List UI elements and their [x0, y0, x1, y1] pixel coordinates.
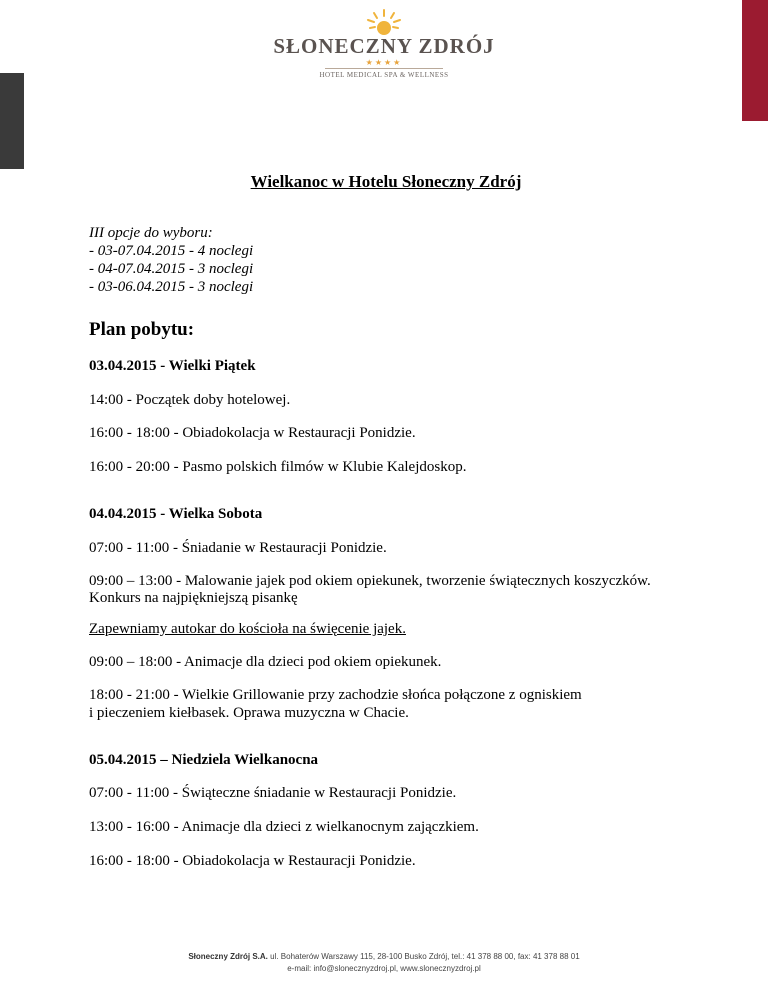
- footer-company: Słoneczny Zdrój S.A.: [188, 952, 268, 961]
- footer-address-line: [0, 951, 768, 963]
- brand-tagline: HOTEL MEDICAL SPA & WELLNESS: [319, 71, 449, 79]
- option-item: - 03-07.04.2015 - 4 noclegi: [89, 243, 254, 259]
- option-item: - 04-07.04.2015 - 3 noclegi: [89, 261, 254, 277]
- schedule-notice: Zapewniamy autokar do kościoła na święcenie jajek.: [89, 621, 406, 637]
- schedule-entry: Konkurs na najpiękniejszą pisankę: [89, 590, 298, 606]
- hotel-logo: [0, 8, 768, 79]
- schedule-entry: 07:00 - 11:00 - Śniadanie w Restauracji Ponidzie.: [89, 540, 387, 556]
- schedule-entry: 16:00 - 18:00 - Obiadokolacja w Restauracji Ponidzie.: [89, 425, 416, 441]
- brand-name: SŁONECZNY ZDRÓJ: [273, 34, 495, 58]
- page-footer: [0, 951, 768, 975]
- plan-heading: Plan pobytu:: [89, 319, 195, 340]
- schedule-entry: 16:00 - 18:00 - Obiadokolacja w Restauracji Ponidzie.: [89, 853, 416, 869]
- schedule-entry: 16:00 - 20:00 - Pasmo polskich filmów w Klubie Kalejdoskop.: [89, 459, 467, 475]
- schedule-entry: 09:00 – 18:00 - Animacje dla dzieci pod okiem opiekunek.: [89, 654, 442, 670]
- decorative-bar-left: [0, 73, 24, 169]
- option-item: - 03-06.04.2015 - 3 noclegi: [89, 279, 254, 295]
- schedule-entry: 13:00 - 16:00 - Animacje dla dzieci z wielkanocnym zajączkiem.: [89, 819, 479, 835]
- schedule-entry: 18:00 - 21:00 - Wielkie Grillowanie przy zachodzie słońca połączone z ogniskiem: [89, 687, 582, 703]
- day-heading: 05.04.2015 – Niedziela Wielkanocna: [89, 752, 319, 768]
- day-heading: 03.04.2015 - Wielki Piątek: [89, 358, 256, 374]
- star-rating: ★★★★: [365, 58, 403, 67]
- schedule-entry: 07:00 - 11:00 - Świąteczne śniadanie w Restauracji Ponidzie.: [89, 785, 457, 801]
- schedule-entry: 14:00 - Początek doby hotelowej.: [89, 392, 291, 408]
- options-list: [89, 224, 253, 296]
- footer-address: ul. Bohaterów Warszawy 115, 28-100 Busko Zdrój, tel.: 41 378 88 00, fax: 41 378 88 01: [267, 952, 580, 961]
- footer-contact: e-mail: info@slonecznyzdroj.pl, www.slonecznyzdroj.pl: [287, 964, 481, 973]
- options-intro: III opcje do wyboru:: [89, 225, 213, 241]
- schedule-entry: i pieczeniem kiełbasek. Oprawa muzyczna w Chacie.: [89, 705, 409, 721]
- logo-divider: [325, 68, 443, 69]
- day-heading: 04.04.2015 - Wielka Sobota: [89, 506, 263, 522]
- schedule-entry: 09:00 – 13:00 - Malowanie jajek pod okiem opiekunek, tworzenie świątecznych koszyczków.: [89, 573, 651, 589]
- page-title: Wielkanoc w Hotelu Słoneczny Zdrój: [250, 172, 522, 191]
